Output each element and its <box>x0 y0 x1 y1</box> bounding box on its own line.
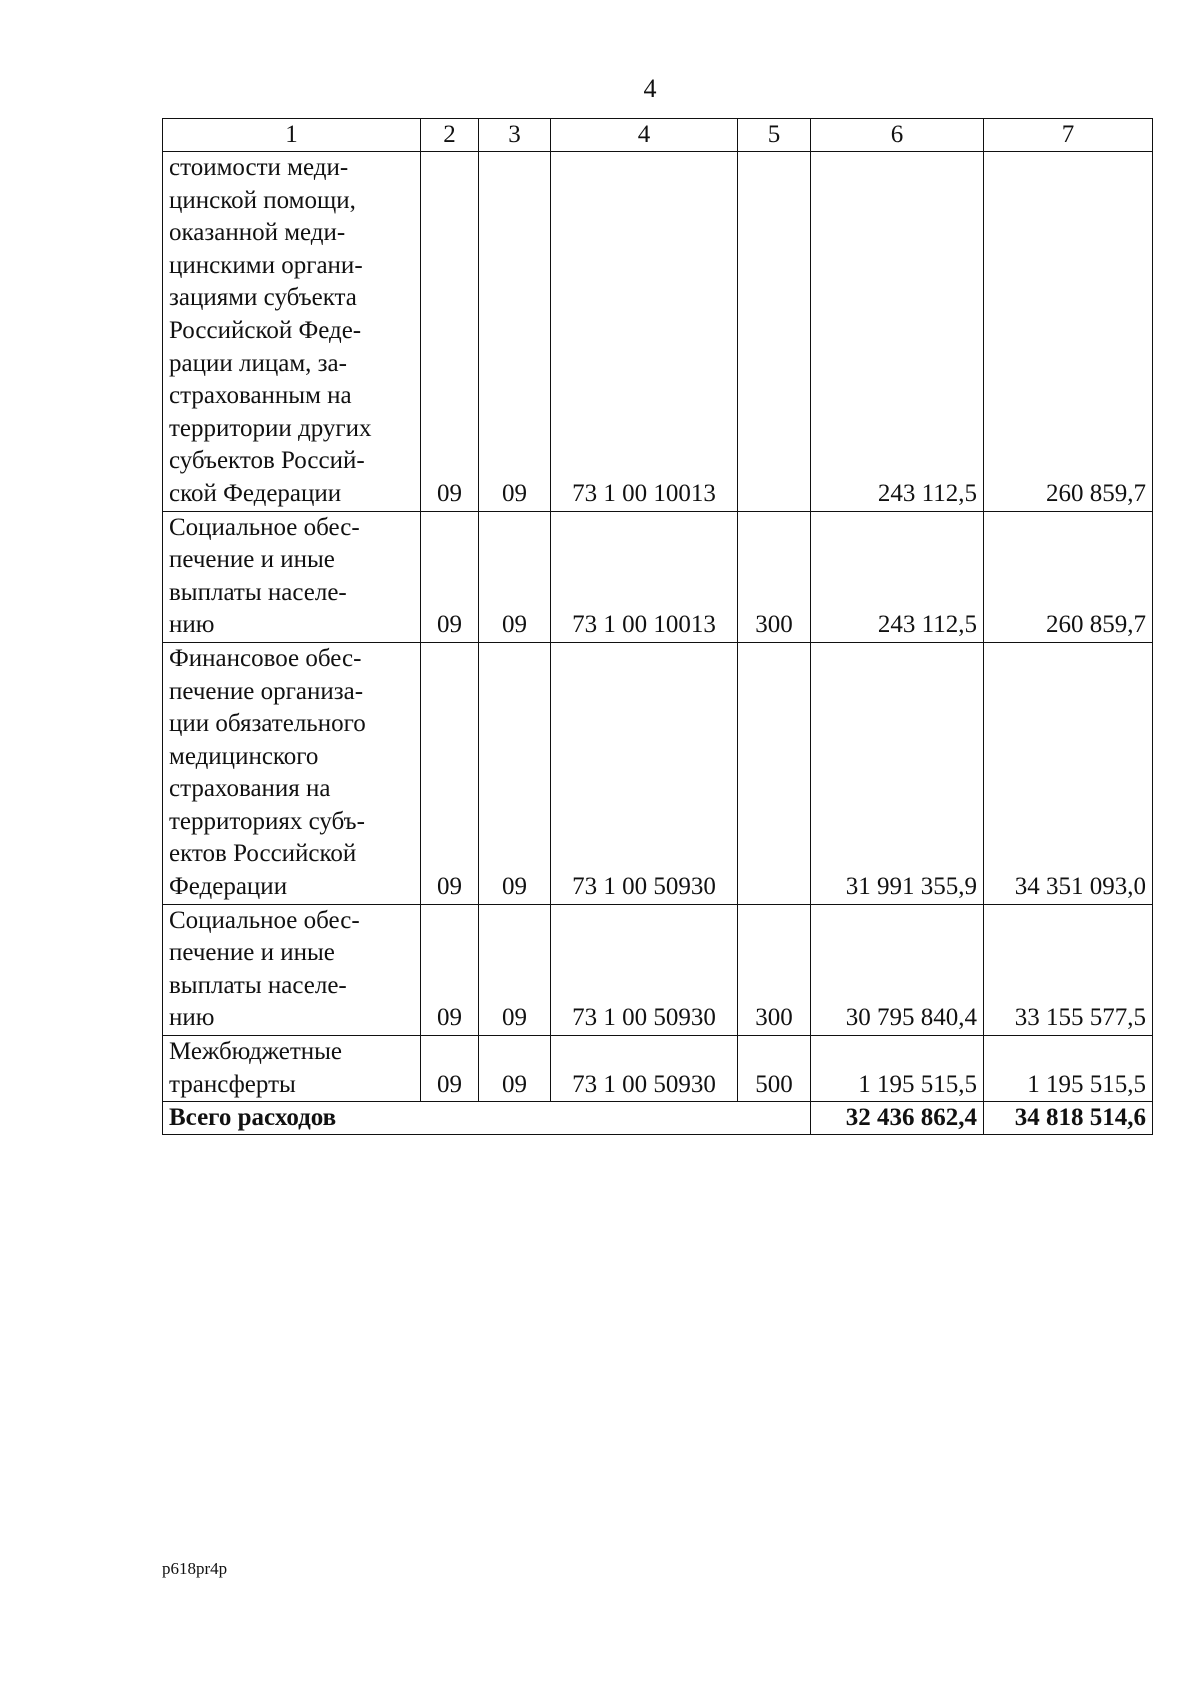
name-line: печение и иные <box>169 546 335 574</box>
subsection-code-cell: 09 <box>479 904 551 1035</box>
header-col-7: 7 <box>984 119 1153 152</box>
name-line: Межбюджетные <box>169 1038 343 1066</box>
name-line: медицинского <box>169 742 319 770</box>
document-code: p618pr4p <box>162 1559 228 1578</box>
name-line: Социальное обес- <box>169 513 360 541</box>
header-col-6: 6 <box>811 119 984 152</box>
name-line: страхованным на <box>169 382 352 410</box>
subsection-code-cell: 09 <box>479 642 551 904</box>
page-number: 4 <box>643 74 657 103</box>
target-article-cell: 73 1 00 50930 <box>551 904 738 1035</box>
name-line: Социальное обес- <box>169 906 360 934</box>
amount-year2-cell: 34 351 093,0 <box>984 642 1153 904</box>
amount-year1-cell: 30 795 840,4 <box>811 904 984 1035</box>
target-article-cell: 73 1 00 10013 <box>551 511 738 642</box>
name-line: ской Федерации <box>169 479 342 507</box>
section-code-cell: 09 <box>421 904 479 1035</box>
total-row <box>163 1102 1153 1135</box>
subsection-code-cell: 09 <box>479 511 551 642</box>
name-line: ектов Российской <box>169 840 357 868</box>
name-line: Российской Феде- <box>169 316 362 344</box>
name-line: зациями субъекта <box>169 284 357 312</box>
name-line: выплаты населе- <box>169 971 347 999</box>
name-line: ции обязательного <box>169 710 366 738</box>
table-row <box>163 642 1153 904</box>
table-row <box>163 1036 1153 1102</box>
target-article-cell: 73 1 00 50930 <box>551 642 738 904</box>
table-row <box>163 511 1153 642</box>
amount-year1-cell: 243 112,5 <box>811 511 984 642</box>
header-col-5: 5 <box>738 119 811 152</box>
name-line: Финансовое обес- <box>169 644 362 672</box>
header-col-2: 2 <box>421 119 479 152</box>
amount-year1-cell: 1 195 515,5 <box>811 1036 984 1102</box>
name-line: стоимости меди- <box>169 154 349 181</box>
row-name-cell <box>163 642 421 904</box>
total-year1: 32 436 862,4 <box>811 1102 984 1135</box>
table-row <box>163 152 1153 512</box>
amount-year2-cell: 33 155 577,5 <box>984 904 1153 1035</box>
name-line: печение организа- <box>169 677 364 705</box>
column-number-header <box>163 119 1153 152</box>
name-line: цинскими органи- <box>169 251 363 279</box>
subsection-code-cell: 09 <box>479 1036 551 1102</box>
subsection-code-cell: 09 <box>479 152 551 512</box>
name-line: нию <box>169 1004 215 1032</box>
expense-type-cell <box>738 642 811 904</box>
header-col-1: 1 <box>163 119 421 152</box>
name-line: территории других <box>169 414 372 442</box>
name-line: субъектов Россий- <box>169 447 365 475</box>
section-code-cell: 09 <box>421 152 479 512</box>
name-line: цинской помощи, <box>169 186 356 214</box>
budget-table <box>162 118 1153 1135</box>
row-name-cell <box>163 511 421 642</box>
section-code-cell: 09 <box>421 511 479 642</box>
header-col-3: 3 <box>479 119 551 152</box>
amount-year1-cell: 31 991 355,9 <box>811 642 984 904</box>
section-code-cell: 09 <box>421 1036 479 1102</box>
expense-type-cell: 300 <box>738 904 811 1035</box>
expense-type-cell <box>738 152 811 512</box>
name-line: нию <box>169 611 215 639</box>
name-line: выплаты населе- <box>169 578 347 606</box>
expense-type-cell: 300 <box>738 511 811 642</box>
expense-type-cell: 500 <box>738 1036 811 1102</box>
row-name-cell <box>163 152 421 512</box>
name-line: территориях субъ- <box>169 807 365 835</box>
amount-year1-cell: 243 112,5 <box>811 152 984 512</box>
table-row <box>163 904 1153 1035</box>
total-label: Всего расходов <box>163 1102 811 1135</box>
target-article-cell: 73 1 00 10013 <box>551 152 738 512</box>
row-name-cell <box>163 904 421 1035</box>
name-line: печение и иные <box>169 939 335 967</box>
name-line: трансферты <box>169 1070 296 1098</box>
amount-year2-cell: 260 859,7 <box>984 511 1153 642</box>
amount-year2-cell: 260 859,7 <box>984 152 1153 512</box>
section-code-cell: 09 <box>421 642 479 904</box>
name-line: страхования на <box>169 775 331 803</box>
header-col-4: 4 <box>551 119 738 152</box>
amount-year2-cell: 1 195 515,5 <box>984 1036 1153 1102</box>
name-line: Федерации <box>169 873 288 901</box>
name-line: оказанной меди- <box>169 219 346 247</box>
row-name-cell <box>163 1036 421 1102</box>
name-line: рации лицам, за- <box>169 349 347 377</box>
total-year2: 34 818 514,6 <box>984 1102 1153 1135</box>
target-article-cell: 73 1 00 50930 <box>551 1036 738 1102</box>
